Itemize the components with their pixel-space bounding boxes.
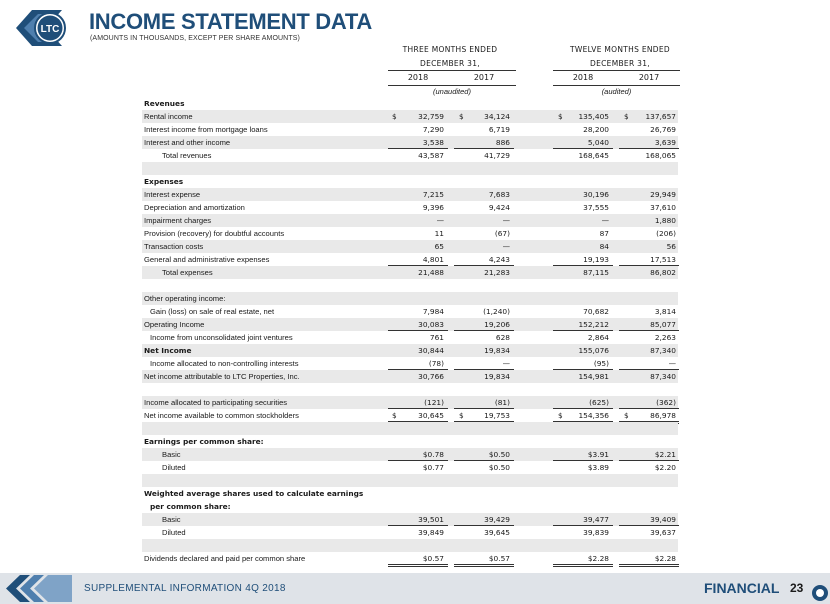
audited-note: (audited) [601, 87, 632, 96]
row-value: 7,215 [422, 190, 444, 199]
row-value: 39,409 [650, 515, 676, 524]
header-rule [388, 70, 516, 71]
row-value: 168,645 [578, 151, 609, 160]
row-value: $0.50 [488, 450, 510, 459]
row-value: 87,340 [650, 346, 676, 355]
total-double-rule [454, 564, 514, 565]
table-row [142, 487, 678, 500]
year-col-2: 2017 [473, 73, 495, 82]
dollar-sign: $ [392, 112, 397, 121]
row-value: 11 [434, 229, 444, 238]
row-value: $2.20 [654, 463, 676, 472]
row-value: $0.78 [422, 450, 444, 459]
row-value: 7,683 [488, 190, 510, 199]
row-value: 628 [495, 333, 510, 342]
page-subtitle: (AMOUNTS IN THOUSANDS, EXCEPT PER SHARE AMOUNTS) [90, 35, 300, 42]
row-value: 6,719 [488, 125, 510, 134]
row-label: Diluted [162, 463, 186, 472]
row-value: 34,124 [484, 112, 510, 121]
row-label: Total expenses [162, 268, 213, 277]
table-row [142, 188, 678, 201]
row-value: 19,206 [484, 320, 510, 329]
table-row [142, 539, 678, 552]
row-value: 19,193 [583, 255, 609, 264]
row-value: 30,645 [418, 411, 444, 420]
row-label: Interest income from mortgage loans [144, 125, 268, 134]
row-label: Net Income [144, 346, 192, 355]
row-value: 26,769 [650, 125, 676, 134]
row-label: Operating Income [144, 320, 205, 329]
row-value: $2.28 [587, 554, 609, 563]
row-value: 37,610 [650, 203, 676, 212]
row-value: 761 [429, 333, 444, 342]
row-value: 9,424 [488, 203, 510, 212]
row-value: 39,637 [650, 528, 676, 537]
page-number: 23 [790, 581, 804, 595]
year-rule [553, 85, 680, 86]
row-value: $0.77 [422, 463, 444, 472]
table-row [142, 370, 678, 383]
row-value: 2,864 [587, 333, 609, 342]
row-value: (206) [656, 229, 676, 238]
dollar-sign: $ [459, 411, 464, 420]
row-value: 21,283 [484, 268, 510, 277]
table-row [142, 435, 678, 448]
row-value: — [601, 216, 609, 225]
footer-section-label: FINANCIAL [704, 580, 780, 596]
row-value: $0.50 [488, 463, 510, 472]
row-value: 43,587 [418, 151, 444, 160]
row-value: 154,356 [578, 411, 609, 420]
row-value: 21,488 [418, 268, 444, 277]
row-value: 135,405 [578, 112, 609, 121]
row-label: Interest expense [144, 190, 201, 199]
row-value: 19,753 [484, 411, 510, 420]
table-row [142, 461, 678, 474]
row-value: 30,844 [418, 346, 444, 355]
page-title: INCOME STATEMENT DATA [89, 9, 372, 34]
row-value: (95) [593, 359, 609, 368]
total-double-rule [619, 564, 679, 565]
three-months-header-line2: DECEMBER 31, [420, 59, 480, 68]
row-value: 3,814 [654, 307, 676, 316]
row-value: 30,196 [583, 190, 609, 199]
row-value: 4,243 [488, 255, 510, 264]
three-months-header-line1: THREE MONTHS ENDED [402, 45, 498, 54]
table-row [142, 123, 678, 136]
dollar-sign: $ [459, 112, 464, 121]
row-label: Diluted [162, 528, 186, 537]
row-value: 37,555 [583, 203, 609, 212]
footer-bar [0, 573, 830, 604]
row-value: 9,396 [422, 203, 444, 212]
row-label: Net income attributable to LTC Properties, Inc. [144, 372, 300, 381]
dollar-sign: $ [558, 112, 563, 121]
row-value: 137,657 [645, 112, 676, 121]
row-value: 39,839 [583, 528, 609, 537]
row-value: 3,639 [654, 138, 676, 147]
table-row [142, 97, 678, 110]
table-row [142, 175, 678, 188]
row-value: 39,645 [484, 528, 510, 537]
dollar-sign: $ [392, 411, 397, 420]
row-label: Impairment charges [144, 216, 212, 225]
header-rule [553, 70, 680, 71]
table-row [142, 344, 678, 357]
row-value: $0.57 [422, 554, 444, 563]
table-row [142, 526, 678, 539]
table-row [142, 292, 678, 305]
row-value: 39,501 [418, 515, 444, 524]
twelve-months-header-line1: TWELVE MONTHS ENDED [569, 45, 671, 54]
row-value: 85,077 [650, 320, 676, 329]
row-value: 84 [599, 242, 609, 251]
dollar-sign: $ [624, 112, 629, 121]
row-value: 30,083 [418, 320, 444, 329]
row-value: 1,880 [654, 216, 676, 225]
row-value: 39,429 [484, 515, 510, 524]
row-label: Interest and other income [144, 138, 231, 147]
ltc-logo [10, 6, 82, 50]
row-label: Weighted average shares used to calculate earnings [144, 489, 364, 498]
table-row [142, 214, 678, 227]
table-row [142, 149, 678, 162]
row-label: Depreciation and amortization [144, 203, 245, 212]
corner-logo-icon [806, 573, 830, 604]
row-value: (1,240) [483, 307, 510, 316]
row-value: 28,200 [583, 125, 609, 134]
row-value: 4,801 [422, 255, 444, 264]
logo-text: LTC [40, 24, 60, 35]
row-value: (78) [428, 359, 444, 368]
row-label: Basic [162, 515, 181, 524]
footer-supplemental-text: SUPPLEMENTAL INFORMATION 4Q 2018 [84, 583, 286, 594]
table-row [142, 266, 678, 279]
row-value: 70,682 [583, 307, 609, 316]
row-label: Other operating income: [144, 294, 226, 303]
year-col-4: 2017 [638, 73, 660, 82]
row-value: 87,115 [583, 268, 609, 277]
row-value: 154,981 [578, 372, 609, 381]
table-row [142, 305, 678, 318]
row-value: 32,759 [418, 112, 444, 121]
row-value: 41,729 [484, 151, 510, 160]
year-rule [388, 85, 516, 86]
row-value: 5,040 [587, 138, 609, 147]
row-value: — [502, 359, 510, 368]
row-label: Earnings per common share: [144, 437, 264, 446]
row-value: 65 [434, 242, 444, 251]
table-row [142, 201, 678, 214]
row-label: Net income available to common stockholders [144, 411, 299, 420]
row-value: (362) [656, 398, 676, 407]
row-label: Revenues [144, 99, 185, 108]
total-double-rule [454, 566, 514, 567]
table-row [142, 279, 678, 292]
row-value: 152,212 [578, 320, 609, 329]
row-label: Basic [162, 450, 181, 459]
row-value: 56 [666, 242, 676, 251]
row-value: 39,849 [418, 528, 444, 537]
row-label: Gain (loss) on sale of real estate, net [150, 307, 275, 316]
row-value: 886 [495, 138, 510, 147]
chevron-graphic-icon [6, 575, 72, 602]
row-value: 168,065 [645, 151, 676, 160]
row-value: 87 [599, 229, 609, 238]
row-label: per common share: [150, 502, 231, 511]
row-value: 7,984 [422, 307, 444, 316]
total-double-rule [553, 566, 613, 567]
table-row [142, 331, 678, 344]
row-value: 86,802 [650, 268, 676, 277]
total-double-rule [553, 564, 613, 565]
total-double-rule [388, 566, 448, 567]
year-col-3: 2018 [572, 73, 594, 82]
row-value: 19,834 [484, 372, 510, 381]
row-value: 7,290 [422, 125, 444, 134]
row-value: 17,513 [650, 255, 676, 264]
table-row [142, 240, 678, 253]
total-double-rule [619, 566, 679, 567]
row-value: (625) [589, 398, 609, 407]
row-label: Provision (recovery) for doubtful accounts [144, 229, 285, 238]
row-label: Dividends declared and paid per common share [144, 554, 306, 563]
row-value: $3.91 [587, 450, 609, 459]
row-value: (67) [494, 229, 510, 238]
row-value: 3,538 [422, 138, 444, 147]
row-value: 19,834 [484, 346, 510, 355]
row-value: $2.28 [654, 554, 676, 563]
row-value: — [502, 242, 510, 251]
table-row [142, 162, 678, 175]
row-label: Income allocated to non-controlling interests [150, 359, 299, 368]
row-value: $2.21 [654, 450, 676, 459]
table-row [142, 474, 678, 487]
table-row [142, 110, 678, 123]
row-label: Income from unconsolidated joint ventures [150, 333, 293, 342]
row-value: 2,263 [654, 333, 676, 342]
row-value: 86,978 [650, 411, 676, 420]
dollar-sign: $ [624, 411, 629, 420]
row-value: — [502, 216, 510, 225]
table-row [142, 383, 678, 396]
row-label: Total revenues [162, 151, 212, 160]
total-double-rule [388, 564, 448, 565]
year-col-1: 2018 [407, 73, 429, 82]
table-row [142, 500, 678, 513]
row-value: (121) [424, 398, 444, 407]
row-value: 30,766 [418, 372, 444, 381]
row-value: 87,340 [650, 372, 676, 381]
row-label: Transaction costs [144, 242, 204, 251]
table-row [142, 422, 678, 435]
row-value: $0.57 [488, 554, 510, 563]
row-label: Rental income [144, 112, 193, 121]
row-label: General and administrative expenses [144, 255, 270, 264]
table-row [142, 227, 678, 240]
dollar-sign: $ [558, 411, 563, 420]
row-value: — [436, 216, 444, 225]
row-value: 155,076 [578, 346, 609, 355]
unaudited-note: (unaudited) [433, 87, 471, 96]
row-label: Expenses [144, 177, 184, 186]
row-value: $3.89 [587, 463, 609, 472]
twelve-months-header-line2: DECEMBER 31, [590, 59, 650, 68]
row-value: 29,949 [650, 190, 676, 199]
row-value: — [668, 359, 676, 368]
row-label: Income allocated to participating securities [144, 398, 288, 407]
row-value: 39,477 [583, 515, 609, 524]
row-value: (81) [494, 398, 510, 407]
